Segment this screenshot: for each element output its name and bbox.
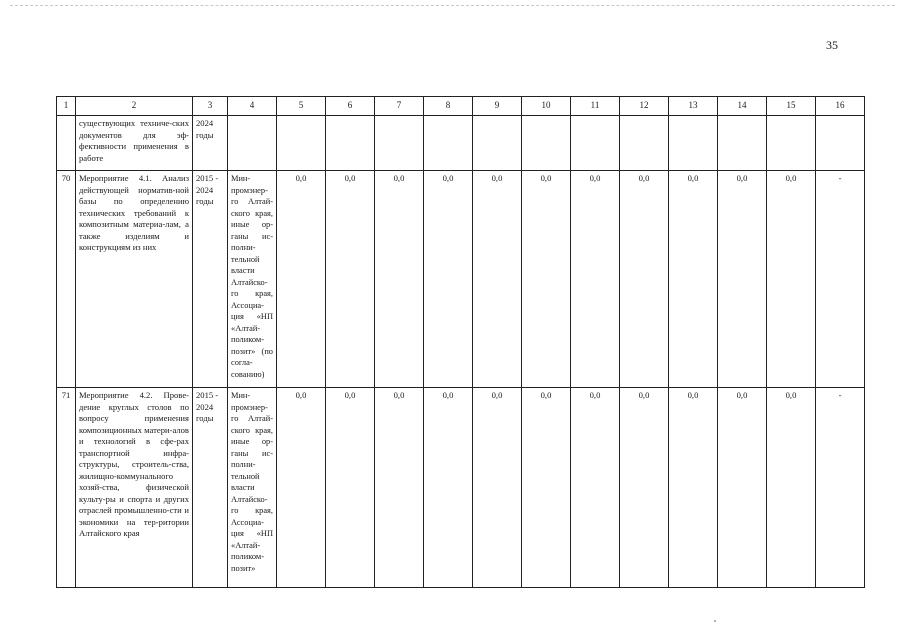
value-cell: 0,0 bbox=[767, 388, 816, 588]
column-header: 1 bbox=[57, 97, 76, 116]
value-cell: 0,0 bbox=[620, 171, 669, 388]
column-header: 11 bbox=[571, 97, 620, 116]
value-cell: 0,0 bbox=[375, 171, 424, 388]
measure-description: существующих техниче-ских документов для эф-фективности применения в работе bbox=[76, 116, 193, 171]
column-header: 2 bbox=[76, 97, 193, 116]
measure-description: Мероприятие 4.2. Прове-дение круглых столов по вопросу применения композиционных матери-алов и технологий в сфе-рах транспортной инфра-структуры, строитель-ства, жилищно-коммунального хозяй-ства, физической культу-ры и спорта и других отраслей промышленно-сти и экономики на тер-ритории Алтайского края bbox=[76, 388, 193, 588]
program-table bbox=[56, 96, 865, 588]
value-cell bbox=[326, 116, 375, 171]
row-number bbox=[57, 116, 76, 171]
last-column-cell bbox=[816, 116, 865, 171]
value-cell: 0,0 bbox=[424, 388, 473, 588]
column-header: 15 bbox=[767, 97, 816, 116]
value-cell bbox=[522, 116, 571, 171]
period-cell: 2015 - 2024 годы bbox=[193, 171, 228, 388]
table-header-row bbox=[57, 97, 865, 116]
executor-cell: Мин-промэнер-го Алтай-ского края, иные ор-ганы ис-полни-тельной власти Алтайско-го края, Ассоциа-ция «НП «Алтай-поликом-позит» (по согла-сованию) bbox=[228, 171, 277, 388]
value-cell bbox=[571, 116, 620, 171]
value-cell: 0,0 bbox=[571, 388, 620, 588]
value-cell: 0,0 bbox=[522, 171, 571, 388]
value-cell: 0,0 bbox=[277, 388, 326, 588]
value-cell bbox=[767, 116, 816, 171]
value-cell: 0,0 bbox=[375, 388, 424, 588]
value-cell bbox=[277, 116, 326, 171]
value-cell: 0,0 bbox=[718, 388, 767, 588]
value-cell: 0,0 bbox=[620, 388, 669, 588]
column-header: 12 bbox=[620, 97, 669, 116]
last-column-cell: - bbox=[816, 171, 865, 388]
value-cell bbox=[620, 116, 669, 171]
column-header: 14 bbox=[718, 97, 767, 116]
scan-edge-line bbox=[10, 5, 895, 6]
value-cell bbox=[718, 116, 767, 171]
value-cell bbox=[375, 116, 424, 171]
period-cell: 2015 - 2024 годы bbox=[193, 388, 228, 588]
table-row-70 bbox=[57, 171, 865, 388]
value-cell bbox=[473, 116, 522, 171]
value-cell: 0,0 bbox=[718, 171, 767, 388]
column-header: 16 bbox=[816, 97, 865, 116]
table-row-continuation bbox=[57, 116, 865, 171]
column-header: 8 bbox=[424, 97, 473, 116]
column-header: 4 bbox=[228, 97, 277, 116]
value-cell: 0,0 bbox=[473, 388, 522, 588]
value-cell: 0,0 bbox=[522, 388, 571, 588]
value-cell: 0,0 bbox=[326, 388, 375, 588]
scan-speck bbox=[714, 620, 716, 622]
row-number: 71 bbox=[57, 388, 76, 588]
value-cell: 0,0 bbox=[767, 171, 816, 388]
column-header: 9 bbox=[473, 97, 522, 116]
column-header: 5 bbox=[277, 97, 326, 116]
column-header: 6 bbox=[326, 97, 375, 116]
row-number: 70 bbox=[57, 171, 76, 388]
column-header: 10 bbox=[522, 97, 571, 116]
column-header: 13 bbox=[669, 97, 718, 116]
executor-cell bbox=[228, 116, 277, 171]
column-header: 3 bbox=[193, 97, 228, 116]
value-cell: 0,0 bbox=[571, 171, 620, 388]
value-cell: 0,0 bbox=[326, 171, 375, 388]
last-column-cell: - bbox=[816, 388, 865, 588]
value-cell: 0,0 bbox=[669, 171, 718, 388]
period-cell: 2024 годы bbox=[193, 116, 228, 171]
value-cell: 0,0 bbox=[473, 171, 522, 388]
value-cell bbox=[424, 116, 473, 171]
value-cell: 0,0 bbox=[277, 171, 326, 388]
executor-cell: Мин-промэнер-го Алтай-ского края, иные ор-ганы ис-полни-тельной власти Алтайско-го края, Ассоциа-ция «НП «Алтай-поликом-позит» bbox=[228, 388, 277, 588]
value-cell bbox=[669, 116, 718, 171]
measure-description: Мероприятие 4.1. Анализ действующей норматив-ной базы по определению технических требований к композитным материа-лам, а также изделиям и конструкциям из них bbox=[76, 171, 193, 388]
column-header: 7 bbox=[375, 97, 424, 116]
value-cell: 0,0 bbox=[669, 388, 718, 588]
table-row-71 bbox=[57, 388, 865, 588]
page-number: 35 bbox=[826, 38, 838, 52]
value-cell: 0,0 bbox=[424, 171, 473, 388]
